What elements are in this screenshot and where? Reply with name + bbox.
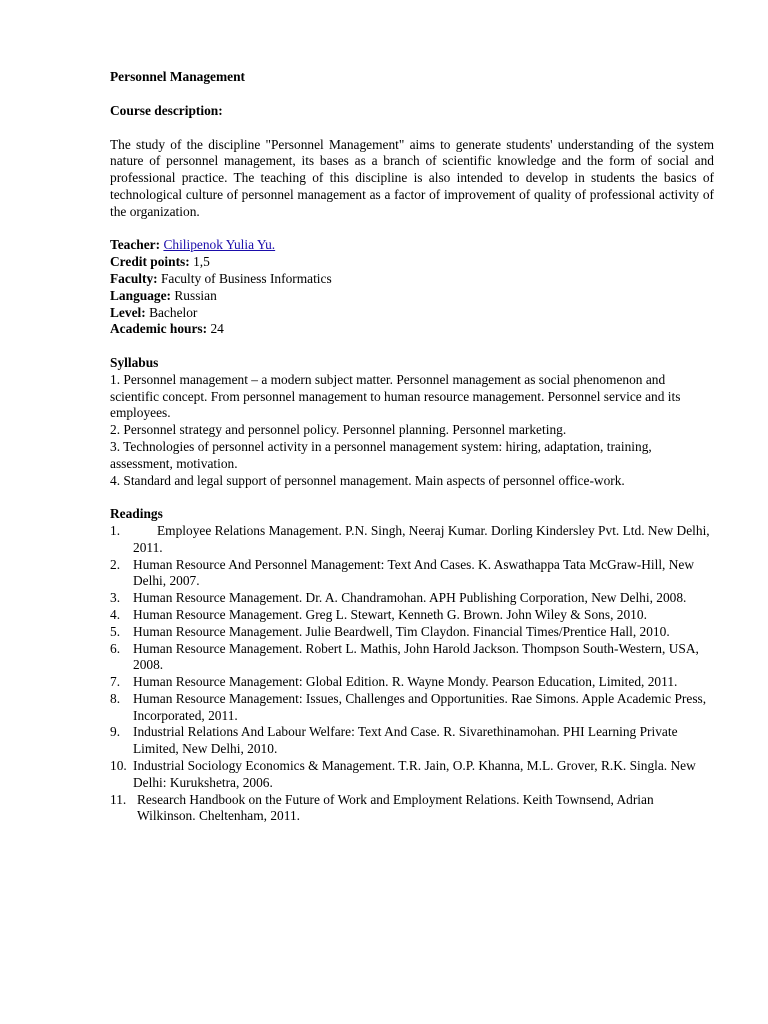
meta-value: 1,5 (193, 254, 210, 270)
reading-text: Employee Relations Management. P.N. Singh, Neeraj Kumar. Dorling Kindersley Pvt. Ltd. New Delhi, 2011. (133, 522, 710, 555)
reading-number: 7. (110, 674, 121, 690)
readings-heading: Readings (110, 506, 163, 522)
meta-value: Bachelor (149, 304, 198, 320)
meta-level (110, 305, 714, 322)
meta-faculty (110, 271, 714, 288)
reading-text: Human Resource Management. Dr. A. Chandramohan. APH Publishing Corporation, New Delhi, 2008. (133, 590, 687, 606)
document-page (110, 69, 714, 825)
reading-text: Research Handbook on the Future of Work and Employment Relations. Keith Townsend, Adrian Wilkinson. Cheltenham, 2011. (137, 791, 654, 824)
meta-key: Academic hours: (110, 321, 208, 337)
teacher-link[interactable]: Chilipenok Yulia Yu. (163, 237, 276, 253)
syllabus-heading: Syllabus (110, 354, 159, 370)
reading-text: Human Resource Management. Greg L. Stewart, Kenneth G. Brown. John Wiley & Sons, 2010. (133, 606, 647, 622)
reading-item (110, 557, 714, 591)
reading-text: Human Resource Management: Global Edition. R. Wayne Mondy. Pearson Education, Limited, 2011. (133, 674, 678, 690)
reading-item (110, 691, 714, 725)
syllabus-list (110, 372, 714, 490)
syllabus-item: 1. Personnel management – a modern subject matter. Personnel management as social phenomenon and scientific concept. From personnel management to human resource management. Personnel service and its employees. (110, 371, 681, 421)
reading-item (110, 792, 714, 826)
meta-value: Faculty of Business Informatics (160, 270, 332, 286)
reading-number: 3. (110, 590, 121, 606)
reading-text: Human Resource And Personnel Management: Text And Cases. K. Aswathappa Tata McGraw-Hill, New Delhi, 2007. (133, 556, 695, 589)
reading-item (110, 724, 714, 758)
readings-list (110, 523, 714, 825)
meta-key: Level: (110, 304, 146, 320)
reading-item (110, 624, 714, 641)
reading-item (110, 607, 714, 624)
reading-item (110, 641, 714, 675)
reading-text: Industrial Relations And Labour Welfare: Text And Case. R. Sivarethinamohan. PHI Learning Private Limited, New Delhi, 2010. (133, 724, 678, 757)
meta-academic-hours (110, 321, 714, 338)
reading-item (110, 523, 714, 557)
reading-number: 2. (110, 556, 121, 572)
reading-number: 1. (110, 522, 121, 538)
syllabus-item: 4. Standard and legal support of personnel management. Main aspects of personnel office-work. (110, 472, 625, 488)
syllabus-item: 2. Personnel strategy and personnel policy. Personnel planning. Personnel marketing. (110, 422, 567, 438)
reading-text: Industrial Sociology Economics & Management. T.R. Jain, O.P. Khanna, M.L. Grover, R.K. Singla. New Delhi: Kurukshetra, 2006. (133, 758, 696, 790)
reading-number: 5. (110, 623, 121, 639)
reading-number: 8. (110, 690, 121, 706)
reading-item (110, 590, 714, 607)
reading-number: 9. (110, 724, 121, 740)
reading-number: 4. (110, 606, 121, 622)
meta-credit-points (110, 254, 714, 271)
reading-text: Human Resource Management. Robert L. Mathis, John Harold Jackson. Thompson South-Western, USA, 2008. (133, 640, 699, 673)
reading-item (110, 674, 714, 691)
syllabus-item: 3. Technologies of personnel activity in a personnel management system: hiring, adaptation, training, assessment, motivation. (110, 438, 652, 471)
meta-key: Language: (110, 287, 172, 303)
meta-teacher (110, 237, 714, 254)
course-description-heading: Course description: (110, 103, 223, 118)
reading-number: 11. (110, 791, 127, 807)
reading-text: Human Resource Management: Issues, Challenges and Opportunities. Rae Simons. Apple Academic Press, Incorporated, 2011. (133, 690, 707, 723)
meta-key: Faculty: (110, 270, 158, 286)
reading-text: Human Resource Management. Julie Beardwell, Tim Claydon. Financial Times/Prentice Hall, 2010. (133, 623, 670, 639)
meta-value: 24 (210, 321, 224, 337)
document-title: Personnel Management (110, 69, 245, 84)
course-description-text: The study of the discipline "Personnel Management" aims to generate students' understanding of the system nature of personnel management, its bases as a branch of scientific knowledge and the form of social and professional practice. The teaching of this discipline is also intended to develop in students the basics of technological culture of personnel management as a factor of improvement of quality of professional activity of the organization. (110, 136, 714, 219)
course-meta (110, 237, 714, 338)
meta-key: Teacher: (110, 237, 161, 253)
meta-value: Russian (174, 287, 217, 303)
reading-number: 6. (110, 640, 121, 656)
reading-item (110, 758, 714, 792)
meta-key: Credit points: (110, 254, 190, 270)
meta-language (110, 288, 714, 305)
reading-number: 10. (110, 758, 127, 774)
